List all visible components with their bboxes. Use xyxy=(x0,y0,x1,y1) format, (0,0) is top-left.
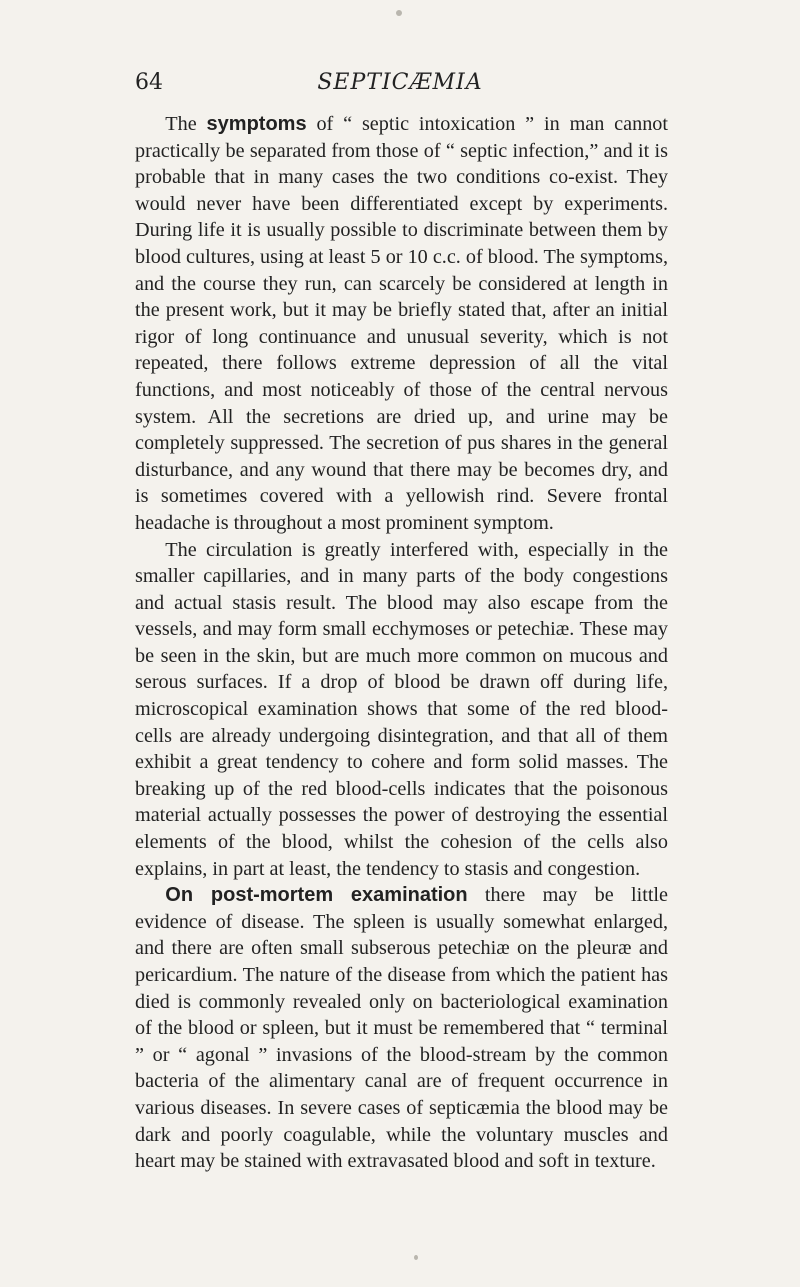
paragraph-lead: The xyxy=(165,113,207,135)
side-heading-post-mortem: On post-mortem examination xyxy=(165,884,468,907)
paragraph-text: of “ septic intoxication ” in man cannot practically be separated from those of “ septic infection,” and it is probable that in many cases the two conditions co-exist. They would never have been differentiated except by experiments. During life it is usually possible to discriminate between them by blood cultures, using at least 5 or 10 c.c. of blood. The symptoms, and the course they run, can scarcely be considered at length in the present work, but it may be briefly stated that, after an initial rigor of long continuance and unusual severity, which is not repeated, there follows extreme depression of all the vital functions, and most noticeably of those of the central nervous system. All the secretions are dried up, and urine may be completely suppressed. The secretion of pus shares in the general disturbance, and any wound that there may be becomes dry, and is sometimes covered with a yellowish rind. Severe frontal headache is throughout a most prominent symptom. xyxy=(135,113,668,534)
running-title: SEPTICÆMIA xyxy=(317,70,483,95)
paragraph-circulation xyxy=(135,537,668,883)
paragraph-symptoms xyxy=(135,111,668,537)
paragraph-text: there may be little evidence of disease. The spleen is usually somewhat enlarged, and there are often small subserous petechiæ on the pleuræ and pericardium. The nature of the disease from which the patient has died is commonly revealed only on bacteriological examination of the blood or spleen, but it must be remembered that “ terminal ” or “ agonal ” invasions of the blood-stream by the common bacteria of the alimentary canal are of frequent occurrence in various diseases. In severe cases of septicæmia the blood may be dark and poorly coagulable, while the voluntary muscles and heart may be stained with extravasated blood and soft in texture. xyxy=(135,884,668,1173)
side-heading-symptoms: symptoms xyxy=(206,113,307,135)
scan-speck xyxy=(414,1255,418,1260)
body-text xyxy=(135,111,668,1175)
paragraph-text: The circulation is greatly interfered with, especially in the smaller capillaries, and in many parts of the body congestions and actual stasis result. The blood may also escape from the vessels, and may form small ecchymoses or petechiæ. These may be seen in the skin, but are much more common on mucous and serous surfaces. If a drop of blood be drawn off during life, microscopical examination shows that some of the red blood-cells are already undergoing disintegration, and that all of them exhibit a great tendency to cohere and form solid masses. The breaking up of the red blood-cells indicates that the poisonous material actually possesses the power of destroying the essential elements of the blood, whilst the cohesion of the cells also explains, in part at least, the tendency to stasis and congestion. xyxy=(135,538,668,880)
paragraph-post-mortem xyxy=(135,882,668,1175)
scan-speck xyxy=(396,10,402,16)
page-number: 64 xyxy=(135,70,163,95)
running-head xyxy=(135,69,665,97)
